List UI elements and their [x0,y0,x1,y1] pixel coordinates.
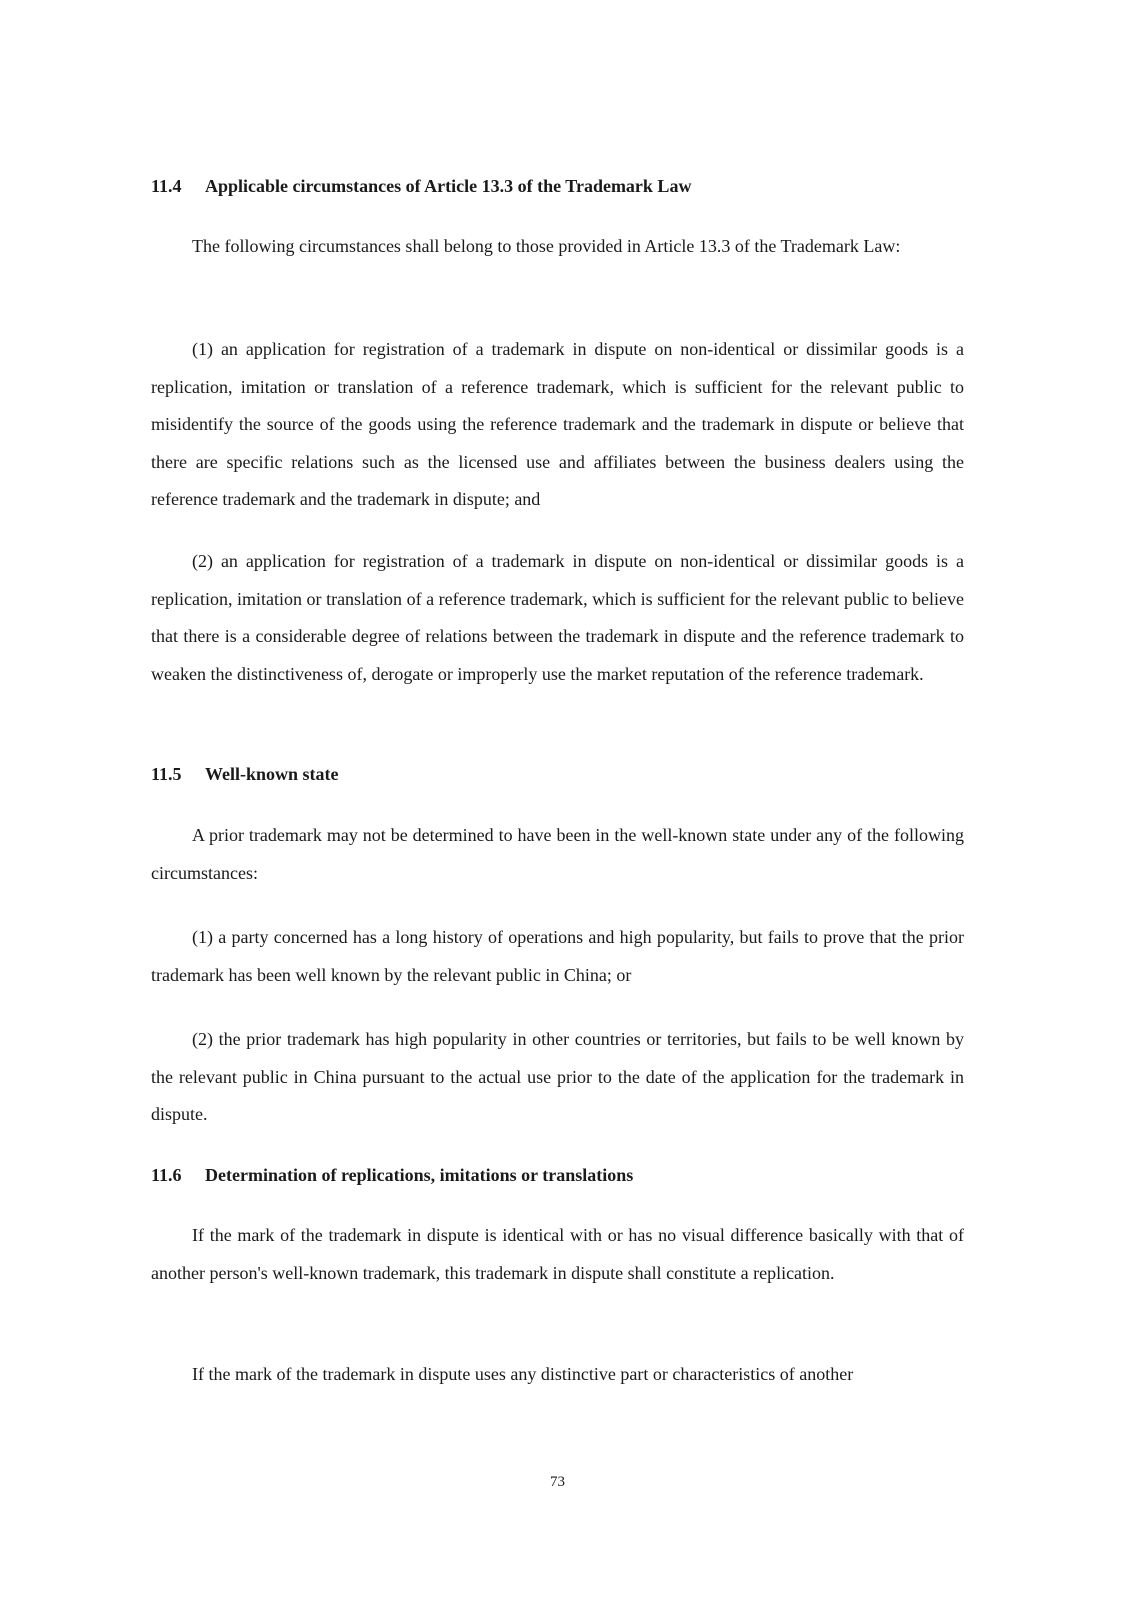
section-number: 11.4 [151,176,182,196]
paragraph: (1) an application for registration of a trademark in dispute on non-identical or dissimilar goods is a replication, imitation or translation of a reference trademark, which is sufficient for the relevant public to misidentify the source of the goods using the reference trademark and the trademark in dispute or believe that there are specific relations such as the licensed use and affiliates between the business dealers using the reference trademark and the trademark in dispute; and [151,339,964,509]
paragraph: (2) an application for registration of a trademark in dispute on non-identical or dissimilar goods is a replication, imitation or translation of a reference trademark, which is sufficient for the relevant public to believe that there is a considerable degree of relations between the trademark in dispute and the reference trademark to weaken the distinctiveness of, derogate or improperly use the market reputation of the reference trademark. [151,551,964,684]
section-title: Well-known state [205,764,339,784]
document-page [151,0,964,1600]
paragraph: The following circumstances shall belong to those provided in Article 13.3 of the Trademark Law: [192,236,901,256]
paragraph: A prior trademark may not be determined to have been in the well-known state under any of the following circumstances: [151,825,964,883]
paragraph: (1) a party concerned has a long history of operations and high popularity, but fails to prove that the prior trademark has been well known by the relevant public in China; or [151,927,964,985]
section-title: Applicable circumstances of Article 13.3 of the Trademark Law [205,176,692,196]
section-title: Determination of replications, imitations or translations [205,1165,634,1185]
section-heading-11-5 [151,762,964,786]
section-number: 11.6 [151,1165,182,1185]
paragraph: If the mark of the trademark in dispute is identical with or has no visual difference basically with that of another person's well-known trademark, this trademark in dispute shall constitute a replication. [151,1225,964,1283]
paragraph: (2) the prior trademark has high popularity in other countries or territories, but fails to be well known by the relevant public in China pursuant to the actual use prior to the date of the application for the trademark in dispute. [151,1029,964,1124]
section-number: 11.5 [151,764,182,784]
section-heading-11-6 [151,1163,964,1187]
section-heading-11-4 [151,174,964,198]
paragraph: If the mark of the trademark in dispute uses any distinctive part or characteristics of another [192,1364,854,1384]
page-number: 73 [550,1474,565,1490]
